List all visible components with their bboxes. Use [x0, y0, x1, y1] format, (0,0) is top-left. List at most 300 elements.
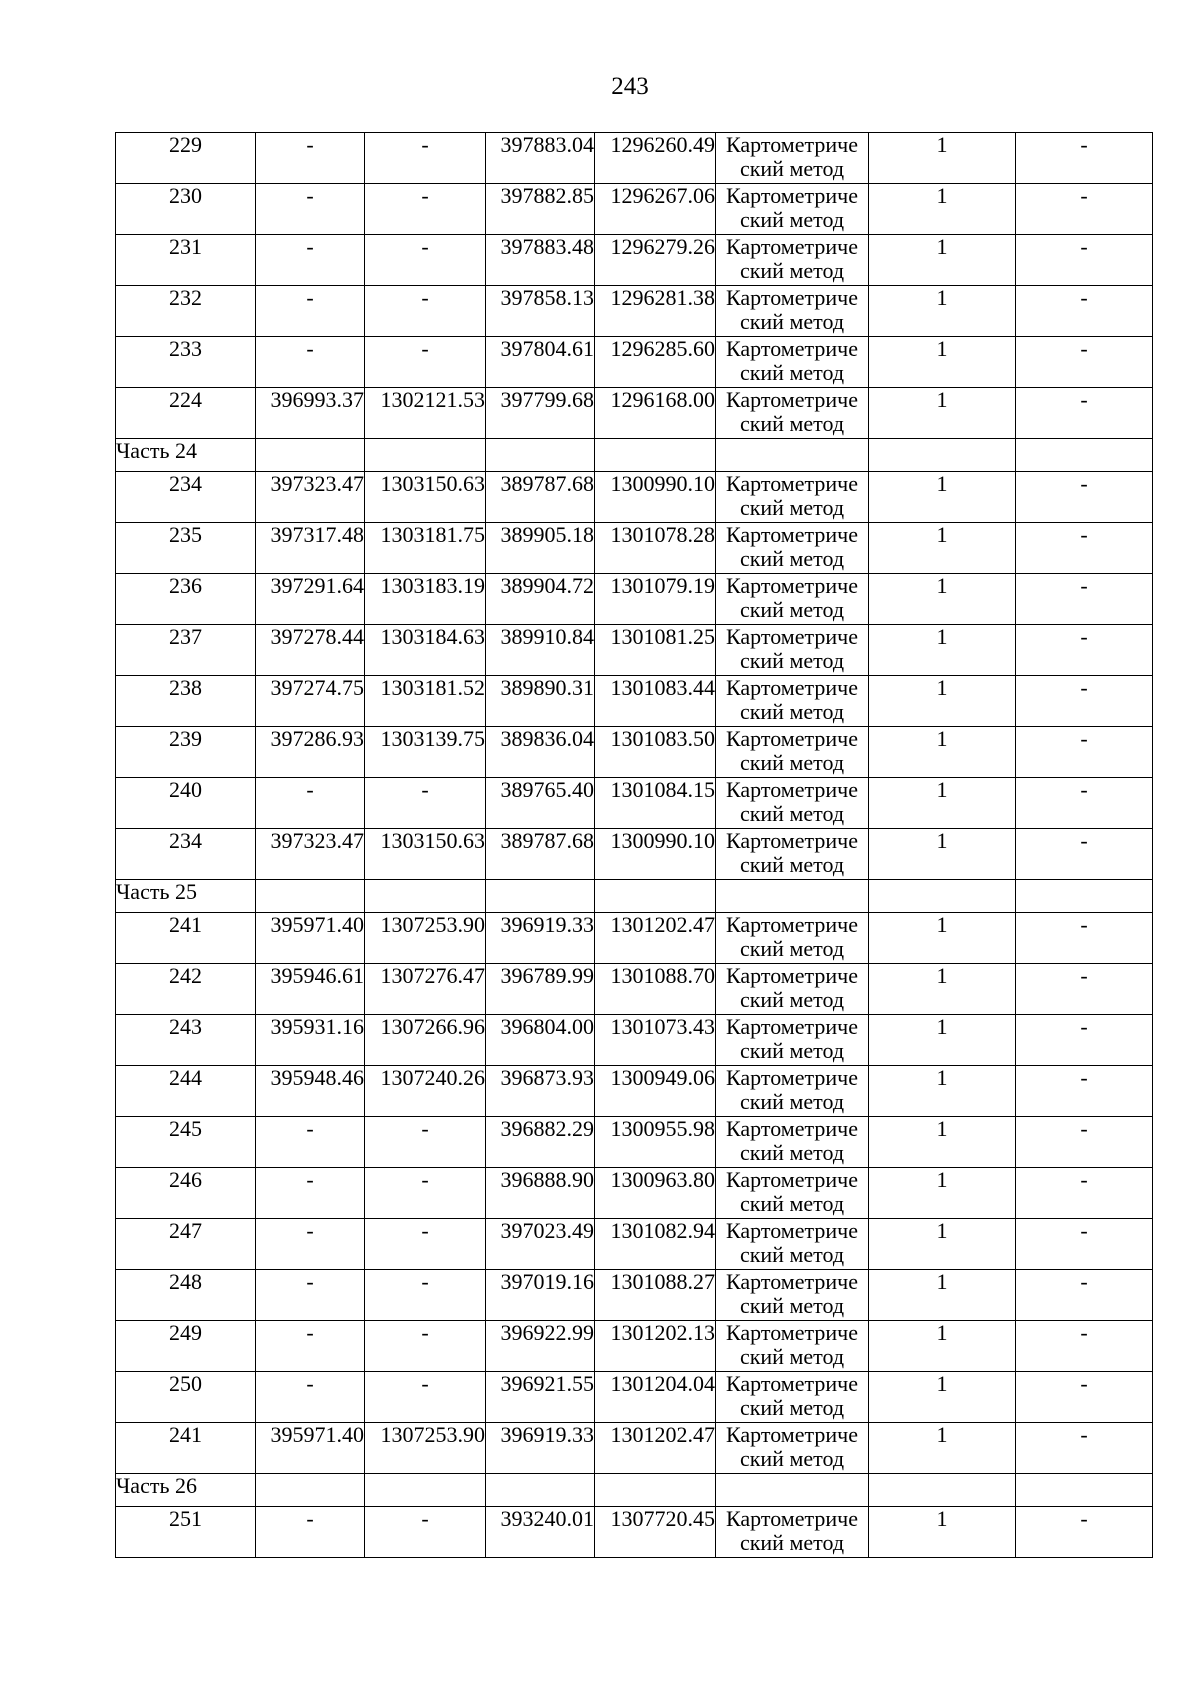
accuracy-cell: 1 [869, 1066, 1016, 1117]
x-existing-cell: 397323.47 [256, 472, 365, 523]
y-new-cell: 1301088.70 [595, 964, 716, 1015]
x-new-cell: 397883.04 [486, 133, 595, 184]
y-existing-cell: - [365, 184, 486, 235]
table-row [116, 523, 1153, 574]
method-line-2: ский метод [739, 1140, 845, 1165]
method-line-2: ский метод [739, 699, 845, 724]
point-number-cell: 250 [116, 1372, 256, 1423]
method-line-1: Картометриче [726, 1371, 858, 1396]
accuracy-cell: 1 [869, 913, 1016, 964]
y-new-cell: 1301078.28 [595, 523, 716, 574]
x-existing-cell: 395931.16 [256, 1015, 365, 1066]
note-cell: - [1016, 523, 1153, 574]
empty-cell [869, 439, 1016, 472]
method-line-1: Картометриче [726, 387, 858, 412]
y-existing-cell: 1303181.52 [365, 676, 486, 727]
y-new-cell: 1300955.98 [595, 1117, 716, 1168]
point-number-cell: 233 [116, 337, 256, 388]
method-line-2: ский метод [739, 258, 845, 283]
method-line-2: ский метод [739, 360, 845, 385]
y-existing-cell: 1307253.90 [365, 913, 486, 964]
x-new-cell: 389904.72 [486, 574, 595, 625]
note-cell: - [1016, 1015, 1153, 1066]
part-label: Часть 25 [116, 880, 256, 913]
point-number-cell: 239 [116, 727, 256, 778]
method-line-2: ский метод [739, 1038, 845, 1063]
y-existing-cell: 1303183.19 [365, 574, 486, 625]
method-line-2: ский метод [739, 1395, 845, 1420]
method-cell [716, 1168, 869, 1219]
method-cell [716, 1219, 869, 1270]
table-row [116, 235, 1153, 286]
point-number-cell: 242 [116, 964, 256, 1015]
accuracy-cell: 1 [869, 778, 1016, 829]
point-number-cell: 240 [116, 778, 256, 829]
method-line-2: ский метод [739, 936, 845, 961]
y-new-cell: 1301202.47 [595, 1423, 716, 1474]
method-cell [716, 133, 869, 184]
method-line-2: ский метод [739, 156, 845, 181]
table-row [116, 625, 1153, 676]
method-cell [716, 1117, 869, 1168]
method-cell [716, 388, 869, 439]
y-new-cell: 1300963.80 [595, 1168, 716, 1219]
y-existing-cell: 1302121.53 [365, 388, 486, 439]
method-line-2: ский метод [739, 801, 845, 826]
accuracy-cell: 1 [869, 472, 1016, 523]
note-cell: - [1016, 1270, 1153, 1321]
method-line-1: Картометриче [726, 1269, 858, 1294]
x-new-cell: 393240.01 [486, 1507, 595, 1558]
table-row [116, 388, 1153, 439]
x-existing-cell: - [256, 1270, 365, 1321]
x-new-cell: 389787.68 [486, 829, 595, 880]
empty-cell [869, 1474, 1016, 1507]
accuracy-cell: 1 [869, 1321, 1016, 1372]
y-new-cell: 1301073.43 [595, 1015, 716, 1066]
empty-cell [486, 880, 595, 913]
method-line-1: Картометриче [726, 1218, 858, 1243]
x-existing-cell: - [256, 235, 365, 286]
x-existing-cell: 396993.37 [256, 388, 365, 439]
y-new-cell: 1301083.44 [595, 676, 716, 727]
x-new-cell: 389787.68 [486, 472, 595, 523]
note-cell: - [1016, 235, 1153, 286]
accuracy-cell: 1 [869, 1507, 1016, 1558]
method-line-1: Картометриче [726, 573, 858, 598]
empty-cell [595, 880, 716, 913]
method-cell [716, 913, 869, 964]
method-line-1: Картометриче [726, 285, 858, 310]
method-line-2: ский метод [739, 1242, 845, 1267]
method-line-1: Картометриче [726, 624, 858, 649]
method-line-2: ский метод [739, 648, 845, 673]
method-line-1: Картометриче [726, 1065, 858, 1090]
accuracy-cell: 1 [869, 523, 1016, 574]
y-new-cell: 1301083.50 [595, 727, 716, 778]
method-line-2: ский метод [739, 1530, 845, 1555]
table-row [116, 1168, 1153, 1219]
method-line-2: ский метод [739, 750, 845, 775]
table-row [116, 1219, 1153, 1270]
x-existing-cell: 395946.61 [256, 964, 365, 1015]
point-number-cell: 245 [116, 1117, 256, 1168]
x-new-cell: 389890.31 [486, 676, 595, 727]
x-existing-cell: - [256, 286, 365, 337]
y-existing-cell: - [365, 286, 486, 337]
note-cell: - [1016, 388, 1153, 439]
method-line-1: Картометриче [726, 1320, 858, 1345]
point-number-cell: 232 [116, 286, 256, 337]
method-cell [716, 676, 869, 727]
table-body [116, 133, 1153, 1558]
accuracy-cell: 1 [869, 235, 1016, 286]
y-new-cell: 1300949.06 [595, 1066, 716, 1117]
y-existing-cell: - [365, 1117, 486, 1168]
x-new-cell: 397019.16 [486, 1270, 595, 1321]
table-row [116, 1372, 1153, 1423]
table-row [116, 1507, 1153, 1558]
accuracy-cell: 1 [869, 1117, 1016, 1168]
y-existing-cell: - [365, 1168, 486, 1219]
empty-cell [365, 880, 486, 913]
empty-cell [595, 439, 716, 472]
note-cell: - [1016, 778, 1153, 829]
method-line-1: Картометриче [726, 777, 858, 802]
method-line-1: Картометриче [726, 675, 858, 700]
method-line-2: ский метод [739, 1089, 845, 1114]
empty-cell [1016, 439, 1153, 472]
method-cell [716, 625, 869, 676]
x-existing-cell: 397323.47 [256, 829, 365, 880]
method-line-1: Картометриче [726, 1506, 858, 1531]
table-row [116, 286, 1153, 337]
accuracy-cell: 1 [869, 1423, 1016, 1474]
point-number-cell: 234 [116, 829, 256, 880]
x-existing-cell: 395948.46 [256, 1066, 365, 1117]
table-row [116, 574, 1153, 625]
y-new-cell: 1301084.15 [595, 778, 716, 829]
accuracy-cell: 1 [869, 1219, 1016, 1270]
table-row [116, 829, 1153, 880]
note-cell: - [1016, 964, 1153, 1015]
y-existing-cell: 1307253.90 [365, 1423, 486, 1474]
table-row [116, 184, 1153, 235]
accuracy-cell: 1 [869, 337, 1016, 388]
y-new-cell: 1301081.25 [595, 625, 716, 676]
method-cell [716, 286, 869, 337]
empty-cell [716, 880, 869, 913]
page-number: 243 [611, 73, 649, 100]
y-existing-cell: 1307240.26 [365, 1066, 486, 1117]
method-line-1: Картометриче [726, 132, 858, 157]
y-new-cell: 1301202.47 [595, 913, 716, 964]
table-row [116, 133, 1153, 184]
table-row [116, 964, 1153, 1015]
point-number-cell: 230 [116, 184, 256, 235]
method-cell [716, 523, 869, 574]
coordinates-table [115, 132, 1153, 1558]
method-cell [716, 778, 869, 829]
point-number-cell: 231 [116, 235, 256, 286]
x-existing-cell: - [256, 133, 365, 184]
x-existing-cell: 397286.93 [256, 727, 365, 778]
y-new-cell: 1307720.45 [595, 1507, 716, 1558]
method-line-1: Картометриче [726, 912, 858, 937]
y-new-cell: 1296279.26 [595, 235, 716, 286]
y-new-cell: 1301082.94 [595, 1219, 716, 1270]
point-number-cell: 237 [116, 625, 256, 676]
y-new-cell: 1296260.49 [595, 133, 716, 184]
table-row [116, 1015, 1153, 1066]
y-new-cell: 1296285.60 [595, 337, 716, 388]
x-existing-cell: - [256, 1117, 365, 1168]
accuracy-cell: 1 [869, 676, 1016, 727]
empty-cell [869, 880, 1016, 913]
method-cell [716, 337, 869, 388]
part-header-row [116, 880, 1153, 913]
x-new-cell: 397882.85 [486, 184, 595, 235]
y-new-cell: 1300990.10 [595, 472, 716, 523]
method-cell [716, 574, 869, 625]
accuracy-cell: 1 [869, 1015, 1016, 1066]
empty-cell [716, 1474, 869, 1507]
empty-cell [595, 1474, 716, 1507]
y-existing-cell: - [365, 1270, 486, 1321]
method-line-2: ский метод [739, 1293, 845, 1318]
point-number-cell: 229 [116, 133, 256, 184]
method-line-2: ский метод [739, 1344, 845, 1369]
table-row [116, 1321, 1153, 1372]
method-line-2: ский метод [739, 597, 845, 622]
method-cell [716, 1372, 869, 1423]
x-new-cell: 396919.33 [486, 1423, 595, 1474]
y-existing-cell: 1307266.96 [365, 1015, 486, 1066]
point-number-cell: 241 [116, 1423, 256, 1474]
y-new-cell: 1301202.13 [595, 1321, 716, 1372]
x-new-cell: 396873.93 [486, 1066, 595, 1117]
empty-cell [256, 880, 365, 913]
point-number-cell: 241 [116, 913, 256, 964]
x-new-cell: 396804.00 [486, 1015, 595, 1066]
note-cell: - [1016, 1372, 1153, 1423]
empty-cell [716, 439, 869, 472]
empty-cell [256, 439, 365, 472]
method-cell [716, 727, 869, 778]
x-new-cell: 396922.99 [486, 1321, 595, 1372]
note-cell: - [1016, 286, 1153, 337]
y-new-cell: 1300990.10 [595, 829, 716, 880]
method-line-1: Картометриче [726, 828, 858, 853]
point-number-cell: 234 [116, 472, 256, 523]
method-cell [716, 1423, 869, 1474]
method-line-2: ский метод [739, 309, 845, 334]
x-existing-cell: 395971.40 [256, 913, 365, 964]
x-new-cell: 389910.84 [486, 625, 595, 676]
method-line-1: Картометриче [726, 336, 858, 361]
note-cell: - [1016, 913, 1153, 964]
table-row [116, 1117, 1153, 1168]
point-number-cell: 247 [116, 1219, 256, 1270]
table-row [116, 337, 1153, 388]
x-new-cell: 396888.90 [486, 1168, 595, 1219]
point-number-cell: 249 [116, 1321, 256, 1372]
method-cell [716, 472, 869, 523]
x-existing-cell: - [256, 1507, 365, 1558]
method-cell [716, 1066, 869, 1117]
method-cell [716, 1270, 869, 1321]
empty-cell [486, 1474, 595, 1507]
method-line-1: Картометриче [726, 1167, 858, 1192]
x-existing-cell: - [256, 184, 365, 235]
accuracy-cell: 1 [869, 184, 1016, 235]
accuracy-cell: 1 [869, 829, 1016, 880]
method-line-2: ский метод [739, 852, 845, 877]
x-new-cell: 397858.13 [486, 286, 595, 337]
method-cell [716, 184, 869, 235]
x-existing-cell: 397278.44 [256, 625, 365, 676]
y-new-cell: 1301079.19 [595, 574, 716, 625]
x-existing-cell: 397317.48 [256, 523, 365, 574]
point-number-cell: 246 [116, 1168, 256, 1219]
note-cell: - [1016, 1219, 1153, 1270]
accuracy-cell: 1 [869, 1372, 1016, 1423]
method-line-1: Картометриче [726, 234, 858, 259]
x-existing-cell: 397291.64 [256, 574, 365, 625]
accuracy-cell: 1 [869, 727, 1016, 778]
method-line-1: Картометриче [726, 963, 858, 988]
note-cell: - [1016, 472, 1153, 523]
y-new-cell: 1301088.27 [595, 1270, 716, 1321]
note-cell: - [1016, 676, 1153, 727]
point-number-cell: 238 [116, 676, 256, 727]
table-row [116, 676, 1153, 727]
y-existing-cell: - [365, 133, 486, 184]
note-cell: - [1016, 829, 1153, 880]
note-cell: - [1016, 337, 1153, 388]
accuracy-cell: 1 [869, 388, 1016, 439]
method-cell [716, 1507, 869, 1558]
table-row [116, 1270, 1153, 1321]
x-existing-cell: - [256, 1168, 365, 1219]
x-new-cell: 389905.18 [486, 523, 595, 574]
accuracy-cell: 1 [869, 964, 1016, 1015]
method-cell [716, 235, 869, 286]
y-existing-cell: 1303150.63 [365, 829, 486, 880]
x-new-cell: 396921.55 [486, 1372, 595, 1423]
x-new-cell: 396789.99 [486, 964, 595, 1015]
method-cell [716, 829, 869, 880]
note-cell: - [1016, 1423, 1153, 1474]
x-existing-cell: - [256, 337, 365, 388]
accuracy-cell: 1 [869, 1168, 1016, 1219]
table-row [116, 727, 1153, 778]
y-new-cell: 1296281.38 [595, 286, 716, 337]
y-existing-cell: 1303139.75 [365, 727, 486, 778]
x-new-cell: 396919.33 [486, 913, 595, 964]
table-row [116, 1423, 1153, 1474]
x-new-cell: 397804.61 [486, 337, 595, 388]
point-number-cell: 224 [116, 388, 256, 439]
note-cell: - [1016, 1507, 1153, 1558]
method-cell [716, 964, 869, 1015]
empty-cell [1016, 880, 1153, 913]
note-cell: - [1016, 184, 1153, 235]
point-number-cell: 236 [116, 574, 256, 625]
x-new-cell: 389765.40 [486, 778, 595, 829]
method-line-2: ский метод [739, 207, 845, 232]
x-new-cell: 397883.48 [486, 235, 595, 286]
table-row [116, 1066, 1153, 1117]
note-cell: - [1016, 1321, 1153, 1372]
method-line-2: ский метод [739, 1446, 845, 1471]
x-existing-cell: 397274.75 [256, 676, 365, 727]
method-line-2: ский метод [739, 1191, 845, 1216]
x-new-cell: 389836.04 [486, 727, 595, 778]
table-row [116, 913, 1153, 964]
y-existing-cell: - [365, 778, 486, 829]
y-new-cell: 1301204.04 [595, 1372, 716, 1423]
y-existing-cell: - [365, 1507, 486, 1558]
method-line-2: ский метод [739, 495, 845, 520]
method-line-2: ский метод [739, 546, 845, 571]
y-existing-cell: - [365, 1372, 486, 1423]
x-existing-cell: - [256, 778, 365, 829]
note-cell: - [1016, 1066, 1153, 1117]
y-existing-cell: 1303181.75 [365, 523, 486, 574]
method-cell [716, 1015, 869, 1066]
x-existing-cell: - [256, 1219, 365, 1270]
x-new-cell: 397023.49 [486, 1219, 595, 1270]
method-line-1: Картометриче [726, 471, 858, 496]
method-cell [716, 1321, 869, 1372]
y-existing-cell: - [365, 1219, 486, 1270]
y-existing-cell: 1303184.63 [365, 625, 486, 676]
method-line-1: Картометриче [726, 726, 858, 751]
method-line-1: Картометриче [726, 1116, 858, 1141]
x-new-cell: 396882.29 [486, 1117, 595, 1168]
part-header-row [116, 1474, 1153, 1507]
note-cell: - [1016, 574, 1153, 625]
accuracy-cell: 1 [869, 574, 1016, 625]
method-line-1: Картометриче [726, 1014, 858, 1039]
accuracy-cell: 1 [869, 133, 1016, 184]
accuracy-cell: 1 [869, 1270, 1016, 1321]
note-cell: - [1016, 133, 1153, 184]
method-line-1: Картометриче [726, 183, 858, 208]
y-existing-cell: - [365, 1321, 486, 1372]
x-existing-cell: - [256, 1372, 365, 1423]
point-number-cell: 244 [116, 1066, 256, 1117]
empty-cell [486, 439, 595, 472]
accuracy-cell: 1 [869, 286, 1016, 337]
y-existing-cell: 1307276.47 [365, 964, 486, 1015]
empty-cell [365, 439, 486, 472]
table-row [116, 778, 1153, 829]
y-existing-cell: - [365, 235, 486, 286]
note-cell: - [1016, 1168, 1153, 1219]
note-cell: - [1016, 727, 1153, 778]
part-header-row [116, 439, 1153, 472]
note-cell: - [1016, 1117, 1153, 1168]
x-existing-cell: 395971.40 [256, 1423, 365, 1474]
method-line-2: ский метод [739, 411, 845, 436]
y-existing-cell: 1303150.63 [365, 472, 486, 523]
x-new-cell: 397799.68 [486, 388, 595, 439]
empty-cell [365, 1474, 486, 1507]
empty-cell [1016, 1474, 1153, 1507]
table-row [116, 472, 1153, 523]
